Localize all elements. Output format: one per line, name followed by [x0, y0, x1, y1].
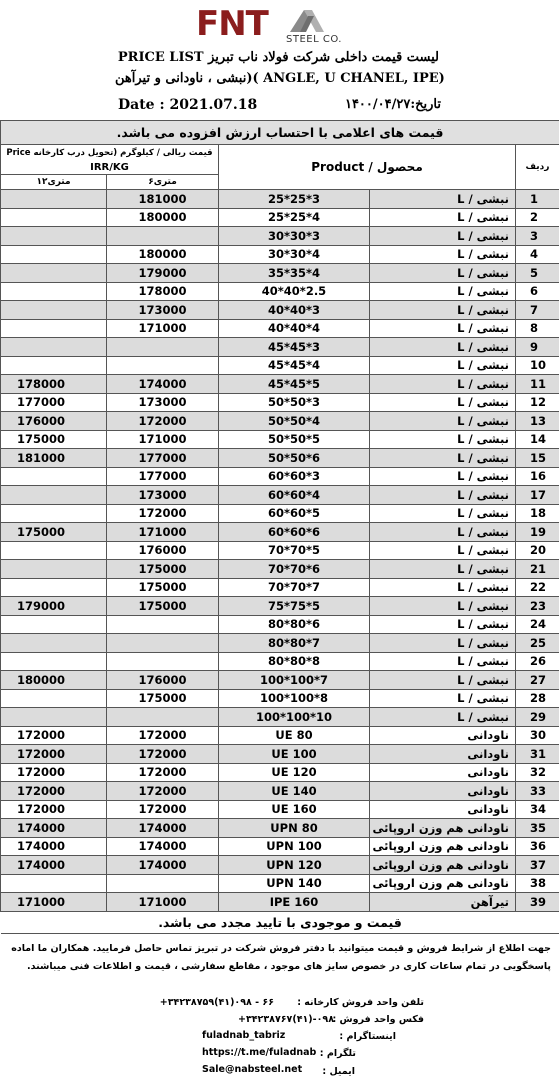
- irr-header: IRR/KG: [1, 161, 219, 175]
- product-category-cell: نبشی / L: [370, 227, 516, 246]
- price-6m-cell: [107, 634, 219, 653]
- price-6m-cell: 174000: [107, 837, 219, 856]
- row-index-cell: 34: [516, 800, 559, 819]
- table-row: [1, 578, 559, 597]
- table-row: [1, 338, 559, 357]
- table-row: [1, 819, 559, 838]
- instagram-label: اینستاگرام :: [339, 1031, 396, 1042]
- row-index-cell: 27: [516, 671, 559, 690]
- price-12m-cell: 172000: [1, 745, 107, 764]
- price-6m-cell: 172000: [107, 726, 219, 745]
- product-size-cell: UE 80: [219, 726, 370, 745]
- price-12m-cell: [1, 467, 107, 486]
- table-row: [1, 301, 559, 320]
- price-6m-cell: [107, 615, 219, 634]
- row-index-cell: 33: [516, 782, 559, 801]
- row-index-cell: 21: [516, 560, 559, 579]
- price-6m-cell: 175000: [107, 560, 219, 579]
- row-index-cell: 4: [516, 245, 559, 264]
- product-size-cell: 40*40*3: [219, 301, 370, 320]
- product-size-cell: UPN 120: [219, 856, 370, 875]
- table-row: [1, 634, 559, 653]
- price-12m-cell: [1, 282, 107, 301]
- product-category-cell: نبشی / L: [370, 338, 516, 357]
- price-6m-cell: [107, 356, 219, 375]
- product-size-cell: 50*50*3: [219, 393, 370, 412]
- product-size-cell: 80*80*6: [219, 615, 370, 634]
- price-12m-cell: [1, 689, 107, 708]
- row-index-cell: 26: [516, 652, 559, 671]
- logo-mark-icon: [286, 6, 326, 34]
- price-6m-cell: 173000: [107, 301, 219, 320]
- product-size-cell: 80*80*8: [219, 652, 370, 671]
- price-12m-cell: [1, 356, 107, 375]
- row-index-cell: 3: [516, 227, 559, 246]
- product-size-cell: UPN 100: [219, 837, 370, 856]
- row-index-cell: 38: [516, 874, 559, 893]
- price-6m-cell: 173000: [107, 486, 219, 505]
- row-index-cell: 18: [516, 504, 559, 523]
- table-row: [1, 745, 559, 764]
- row-index-cell: 10: [516, 356, 559, 375]
- table-row: [1, 393, 559, 412]
- price-12m-cell: 181000: [1, 449, 107, 468]
- product-category-cell: ناودانی: [370, 800, 516, 819]
- table-row: [1, 412, 559, 431]
- table-row: [1, 227, 559, 246]
- product-header: Product / محصول: [219, 145, 516, 190]
- price-12m-cell: [1, 708, 107, 727]
- product-category-cell: نبشی / L: [370, 301, 516, 320]
- product-size-cell: UE 160: [219, 800, 370, 819]
- company-logo: [196, 4, 396, 46]
- price-6m-cell: 174000: [107, 856, 219, 875]
- row-index-cell: 11: [516, 375, 559, 394]
- price-12m-cell: [1, 319, 107, 338]
- row-index-cell: 30: [516, 726, 559, 745]
- header-row-1: [1, 145, 559, 161]
- product-size-cell: 45*45*3: [219, 338, 370, 357]
- price-12m-cell: [1, 301, 107, 320]
- product-category-cell: نبشی / L: [370, 504, 516, 523]
- price-6m-cell: 173000: [107, 393, 219, 412]
- row-index-cell: 9: [516, 338, 559, 357]
- table-row: [1, 319, 559, 338]
- table-row: [1, 652, 559, 671]
- table-row: [1, 356, 559, 375]
- table-row: [1, 467, 559, 486]
- price-12m-cell: [1, 541, 107, 560]
- table-row: [1, 671, 559, 690]
- logo-subtitle: STEEL CO.: [286, 34, 342, 45]
- price-6m-cell: 175000: [107, 689, 219, 708]
- product-category-cell: تیرآهن: [370, 893, 516, 912]
- product-category-cell: ناودانی: [370, 763, 516, 782]
- email-link[interactable]: Sale@nabsteel.net: [202, 1064, 303, 1075]
- product-size-cell: 50*50*5: [219, 430, 370, 449]
- price-12m-cell: [1, 652, 107, 671]
- table-row: [1, 245, 559, 264]
- table-row: [1, 874, 559, 893]
- row-index-cell: 20: [516, 541, 559, 560]
- price-12m-cell: 176000: [1, 412, 107, 431]
- price-12m-cell: [1, 874, 107, 893]
- table-row: [1, 708, 559, 727]
- product-size-cell: 30*30*4: [219, 245, 370, 264]
- product-category-cell: نبشی / L: [370, 449, 516, 468]
- price-table: [0, 120, 559, 934]
- price-6m-cell: 175000: [107, 597, 219, 616]
- row-index-cell: 12: [516, 393, 559, 412]
- email-label: ایمیل :: [322, 1066, 355, 1077]
- table-row: [1, 486, 559, 505]
- table-row: [1, 837, 559, 856]
- date-persian: تاریخ:۱۴۰۰/۰۴/۲۷: [344, 97, 441, 112]
- price-6m-cell: 179000: [107, 264, 219, 283]
- product-category-cell: نبشی / L: [370, 190, 516, 209]
- row-index-cell: 7: [516, 301, 559, 320]
- product-category-cell: نبشی / L: [370, 356, 516, 375]
- telegram-link[interactable]: https://t.me/fuladnab: [202, 1047, 317, 1058]
- row-index-cell: 15: [516, 449, 559, 468]
- fax-value: ۰۹۸-(۴۱)۳۴۲۳۸۷۶۷+: [237, 1014, 334, 1025]
- price-6m-cell: 176000: [107, 541, 219, 560]
- price-group-header: قیمت ریالی / کیلوگرم (تحویل درب کارخانه Price: [1, 145, 219, 161]
- product-category-cell: ناودانی: [370, 745, 516, 764]
- price-12m-cell: 175000: [1, 430, 107, 449]
- row-index-cell: 2: [516, 208, 559, 227]
- product-category-cell: نبشی / L: [370, 282, 516, 301]
- row-index-cell: 19: [516, 523, 559, 542]
- price-6m-cell: [107, 227, 219, 246]
- table-row: [1, 856, 559, 875]
- product-category-cell: نبشی / L: [370, 560, 516, 579]
- row-index-cell: 31: [516, 745, 559, 764]
- table-row: [1, 893, 559, 912]
- table-row: [1, 504, 559, 523]
- row-index-cell: 13: [516, 412, 559, 431]
- product-category-cell: ناودانی هم وزن اروپائی: [370, 856, 516, 875]
- product-size-cell: 60*60*3: [219, 467, 370, 486]
- table-row: [1, 726, 559, 745]
- product-size-cell: 60*60*4: [219, 486, 370, 505]
- product-category-cell: نبشی / L: [370, 708, 516, 727]
- product-category-cell: ناودانی هم وزن اروپائی: [370, 874, 516, 893]
- product-size-cell: 70*70*5: [219, 541, 370, 560]
- product-category-cell: نبشی / L: [370, 264, 516, 283]
- product-size-cell: 100*100*8: [219, 689, 370, 708]
- product-size-cell: 100*100*10: [219, 708, 370, 727]
- table-row: [1, 523, 559, 542]
- product-category-cell: نبشی / L: [370, 597, 516, 616]
- row-index-cell: 22: [516, 578, 559, 597]
- price-6m-cell: 175000: [107, 578, 219, 597]
- price-6m-cell: [107, 652, 219, 671]
- table-row: [1, 541, 559, 560]
- product-category-cell: ناودانی هم وزن اروپائی: [370, 819, 516, 838]
- price-12m-cell: 171000: [1, 893, 107, 912]
- product-category-cell: نبشی / L: [370, 467, 516, 486]
- price-6m-cell: 171000: [107, 523, 219, 542]
- price-12m-cell: 172000: [1, 726, 107, 745]
- product-size-cell: UPN 80: [219, 819, 370, 838]
- footer-paragraph: جهت اطلاع از شرایط فروش و قیمت میتوانید با دفتر فروش شرکت در تبریز تماس حاصل فرمایید. همکاران ما اماده پاسخگویی در تمام ساعات کاری در خصوص سایز های موجود ، مقاطع سفارشی ، قیمت و اطلاعات فنی میباشند.: [11, 943, 551, 972]
- product-category-cell: نبشی / L: [370, 615, 516, 634]
- table-row: [1, 800, 559, 819]
- price-12m-cell: 180000: [1, 671, 107, 690]
- product-size-cell: 50*50*6: [219, 449, 370, 468]
- price-6m-cell: 181000: [107, 190, 219, 209]
- product-size-cell: 30*30*3: [219, 227, 370, 246]
- row-index-cell: 14: [516, 430, 559, 449]
- table-row: [1, 615, 559, 634]
- price-12m-cell: [1, 634, 107, 653]
- price-6m-cell: 172000: [107, 763, 219, 782]
- product-category-cell: نبشی / L: [370, 375, 516, 394]
- price-12m-cell: [1, 504, 107, 523]
- product-size-cell: 75*75*5: [219, 597, 370, 616]
- product-size-cell: UE 100: [219, 745, 370, 764]
- product-category-cell: نبشی / L: [370, 578, 516, 597]
- product-category-cell: نبشی / L: [370, 523, 516, 542]
- price-6m-cell: 172000: [107, 412, 219, 431]
- row-index-cell: 6: [516, 282, 559, 301]
- price-12m-cell: [1, 227, 107, 246]
- price-12m-cell: [1, 190, 107, 209]
- product-size-cell: 80*80*7: [219, 634, 370, 653]
- row-index-cell: 1: [516, 190, 559, 209]
- confirmation-note: قیمت و موجودی با تایید مجدد می باشد.: [1, 911, 559, 933]
- retail6-header: ۶متری: [107, 175, 219, 190]
- price-6m-cell: 174000: [107, 375, 219, 394]
- fax-label: فکس واحد فروش :: [332, 1014, 424, 1025]
- product-category-cell: نبشی / L: [370, 486, 516, 505]
- confirmation-note-row: [1, 911, 559, 933]
- telegram-label: تلگرام :: [319, 1048, 356, 1059]
- product-category-cell: نبشی / L: [370, 412, 516, 431]
- price-12m-cell: 174000: [1, 819, 107, 838]
- table-row: [1, 560, 559, 579]
- price-6m-cell: 176000: [107, 671, 219, 690]
- product-category-cell: نبشی / L: [370, 671, 516, 690]
- product-category-cell: ناودانی هم وزن اروپائی: [370, 837, 516, 856]
- row-index-cell: 39: [516, 893, 559, 912]
- product-category-cell: نبشی / L: [370, 208, 516, 227]
- price-6m-cell: 177000: [107, 449, 219, 468]
- price-12m-cell: [1, 560, 107, 579]
- price-6m-cell: 172000: [107, 782, 219, 801]
- row-index-cell: 23: [516, 597, 559, 616]
- row-index-cell: 35: [516, 819, 559, 838]
- product-size-cell: 25*25*4: [219, 208, 370, 227]
- product-category-cell: ناودانی: [370, 726, 516, 745]
- product-category-cell: ناودانی: [370, 782, 516, 801]
- table-row: [1, 190, 559, 209]
- price-6m-cell: 178000: [107, 282, 219, 301]
- price-6m-cell: 171000: [107, 430, 219, 449]
- product-category-cell: نبشی / L: [370, 634, 516, 653]
- product-size-cell: 25*25*3: [219, 190, 370, 209]
- product-category-cell: نبشی / L: [370, 652, 516, 671]
- product-size-cell: 50*50*4: [219, 412, 370, 431]
- price-12m-cell: [1, 245, 107, 264]
- row-index-cell: 8: [516, 319, 559, 338]
- product-size-cell: 45*45*4: [219, 356, 370, 375]
- vat-notice-row: [1, 121, 559, 145]
- document-subtitle: (ANGLE, U CHANEL, IPE )(نبشی ، ناودانی و تیرآهن: [115, 71, 445, 86]
- row-index-cell: 25: [516, 634, 559, 653]
- price-12m-cell: 172000: [1, 763, 107, 782]
- price-6m-cell: 172000: [107, 745, 219, 764]
- table-row: [1, 449, 559, 468]
- price-6m-cell: [107, 708, 219, 727]
- vat-notice: قیمت های اعلامی با احتساب ارزش افزوده می باشد.: [1, 121, 559, 145]
- price-12m-cell: 174000: [1, 856, 107, 875]
- logo-brand: FNT: [196, 4, 268, 44]
- table-row: [1, 597, 559, 616]
- table-row: [1, 264, 559, 283]
- price-6m-cell: 172000: [107, 800, 219, 819]
- price-6m-cell: 180000: [107, 245, 219, 264]
- product-category-cell: نبشی / L: [370, 541, 516, 560]
- product-category-cell: نبشی / L: [370, 689, 516, 708]
- price-12m-cell: 174000: [1, 837, 107, 856]
- price-12m-cell: [1, 486, 107, 505]
- product-size-cell: 100*100*7: [219, 671, 370, 690]
- price-12m-cell: [1, 615, 107, 634]
- index-header: ردیف: [516, 145, 559, 190]
- instagram-value[interactable]: fuladnab_tabriz: [202, 1030, 286, 1041]
- row-index-cell: 24: [516, 615, 559, 634]
- price-12m-cell: [1, 264, 107, 283]
- price-6m-cell: 171000: [107, 319, 219, 338]
- product-category-cell: نبشی / L: [370, 245, 516, 264]
- price-12m-cell: 172000: [1, 782, 107, 801]
- product-size-cell: 40*40*2.5: [219, 282, 370, 301]
- price-6m-cell: [107, 874, 219, 893]
- row-index-cell: 16: [516, 467, 559, 486]
- product-size-cell: UE 140: [219, 782, 370, 801]
- date-english: Date : 2021.07.18: [118, 97, 258, 113]
- price-6m-cell: 172000: [107, 504, 219, 523]
- row-index-cell: 28: [516, 689, 559, 708]
- factory-phone-value: ۶۶ - ۰۹۸(۴۱)۳۴۲۳۸۷۵۹+: [159, 997, 274, 1008]
- price-6m-cell: 174000: [107, 819, 219, 838]
- price-6m-cell: 171000: [107, 893, 219, 912]
- price-6m-cell: 180000: [107, 208, 219, 227]
- table-row: [1, 782, 559, 801]
- product-category-cell: نبشی / L: [370, 393, 516, 412]
- table-row: [1, 375, 559, 394]
- document-title: لیست قیمت داخلی شرکت فولاد ناب تبریز PRICE LIST: [117, 50, 439, 65]
- product-size-cell: 70*70*7: [219, 578, 370, 597]
- row-index-cell: 29: [516, 708, 559, 727]
- price-12m-cell: 177000: [1, 393, 107, 412]
- price-12m-cell: [1, 578, 107, 597]
- product-category-cell: نبشی / L: [370, 319, 516, 338]
- price-12m-cell: [1, 338, 107, 357]
- retail12-header: ۱۲متری: [1, 175, 107, 190]
- row-index-cell: 36: [516, 837, 559, 856]
- table-row: [1, 282, 559, 301]
- factory-phone-label: تلفن واحد فروش کارخانه :: [297, 997, 424, 1008]
- product-size-cell: 60*60*5: [219, 504, 370, 523]
- product-size-cell: IPE 160: [219, 893, 370, 912]
- row-index-cell: 32: [516, 763, 559, 782]
- row-index-cell: 17: [516, 486, 559, 505]
- price-12m-cell: [1, 208, 107, 227]
- price-12m-cell: 178000: [1, 375, 107, 394]
- table-row: [1, 689, 559, 708]
- table-row: [1, 430, 559, 449]
- price-6m-cell: [107, 338, 219, 357]
- row-index-cell: 5: [516, 264, 559, 283]
- product-size-cell: 40*40*4: [219, 319, 370, 338]
- price-12m-cell: 172000: [1, 800, 107, 819]
- price-12m-cell: 175000: [1, 523, 107, 542]
- table-row: [1, 208, 559, 227]
- product-category-cell: نبشی / L: [370, 430, 516, 449]
- table-row: [1, 763, 559, 782]
- product-size-cell: UPN 140: [219, 874, 370, 893]
- product-size-cell: 60*60*6: [219, 523, 370, 542]
- row-index-cell: 37: [516, 856, 559, 875]
- price-6m-cell: 177000: [107, 467, 219, 486]
- product-size-cell: 70*70*6: [219, 560, 370, 579]
- price-12m-cell: 179000: [1, 597, 107, 616]
- product-size-cell: 35*35*4: [219, 264, 370, 283]
- product-size-cell: UE 120: [219, 763, 370, 782]
- product-size-cell: 45*45*5: [219, 375, 370, 394]
